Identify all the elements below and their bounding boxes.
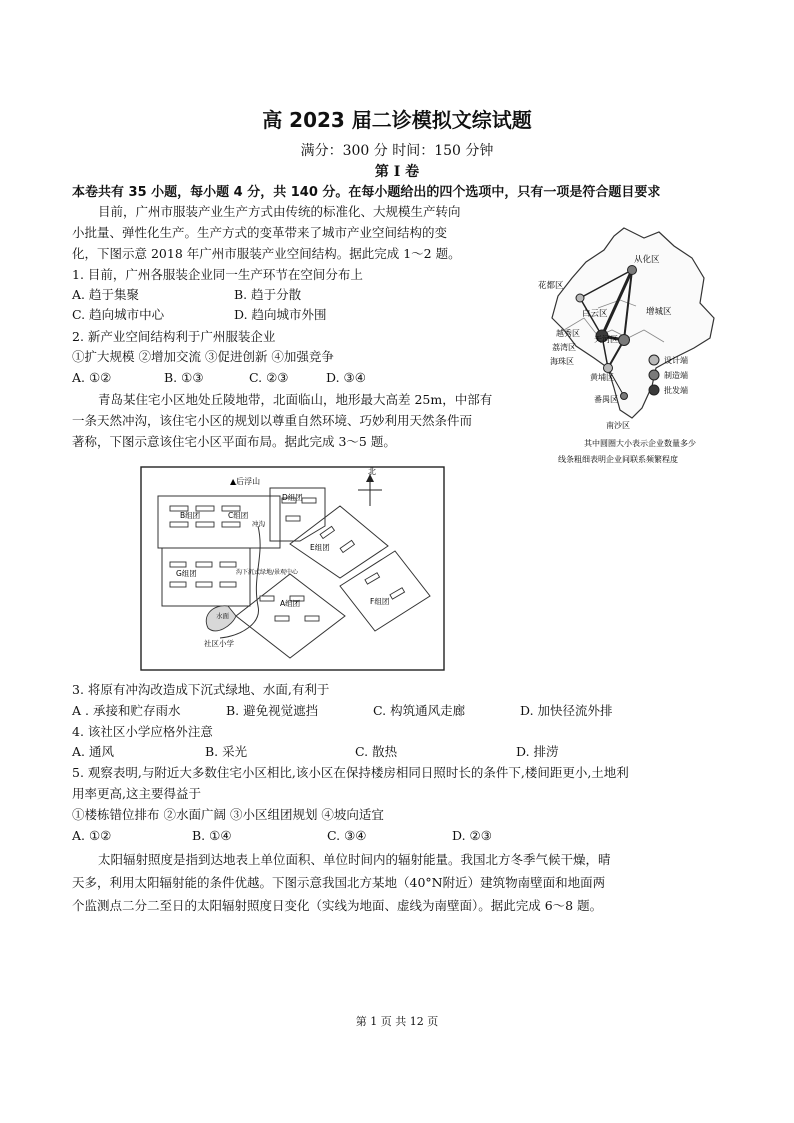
- q4-option-c: C. 散热: [355, 744, 398, 759]
- legend-manufacturing: 制造端: [664, 371, 688, 380]
- district-label: 白云区: [582, 309, 608, 319]
- passage-2-line: 一条天然冲沟，该住宅小区的规划以尊重自然环境、巧妙利用天然条件而: [72, 413, 473, 428]
- q5-option-b: B. ①④: [192, 828, 232, 843]
- question-5-stem-line2: 用率更高,这主要得益于: [72, 786, 201, 801]
- district-label: 南沙区: [606, 421, 630, 430]
- group-label: B组团: [180, 511, 201, 520]
- group-label: A组团: [280, 599, 301, 608]
- conghua-node: [628, 266, 637, 275]
- legend-wholesale: 批发端: [664, 386, 688, 395]
- haizhu-node: [604, 364, 613, 373]
- passage-3-line: 太阳辐射照度是指到达地表上单位面积、单位时间内的辐射能量。我国北方冬季气候干燥，晴: [98, 852, 611, 867]
- volume-label: 第 I 卷: [374, 164, 420, 180]
- north-label: 北: [368, 467, 376, 476]
- q1-option-d: D. 趋向城市外围: [234, 307, 327, 322]
- passage-1-line: 小批量、弹性化生产。生产方式的变革带来了城市产业空间结构的变: [72, 225, 448, 240]
- q2-option-d: D. ③④: [326, 370, 366, 385]
- q1-option-b: B. 趋于分散: [234, 287, 302, 302]
- school-label: 社区小学: [204, 639, 234, 648]
- q2-option-a: A. ①②: [72, 370, 112, 385]
- q5-option-c: C. ③④: [327, 828, 367, 843]
- passage-1-line: 化，下图示意 2018 年广州市服装产业空间结构。据此完成 1～2 题。: [72, 246, 461, 261]
- green-center-label: 沟下沉式绿地/景观中心: [236, 569, 299, 576]
- hill-label: ▲后浮山: [230, 477, 261, 486]
- section-instructions: 本卷共有 35 小题，每小题 4 分，共 140 分。在每小题给出的四个选项中，只有一项是符合题目要求: [72, 185, 661, 200]
- map-legend: [649, 355, 688, 395]
- q5-statements: ①楼栋错位排布 ②水面广阔 ③小区组团规划 ④坡向适宜: [72, 807, 384, 822]
- passage-1-line: 目前，广州市服装产业生产方式由传统的标准化、大规模生产转向: [98, 204, 461, 219]
- q1-option-a: A. 趋于集聚: [72, 287, 139, 302]
- q5-option-a: A. ①②: [72, 828, 112, 843]
- residential-plan-map: [140, 466, 446, 672]
- question-4-stem: 4. 该社区小学应格外注意: [72, 724, 213, 739]
- passage-1: [72, 201, 522, 264]
- map-caption-2: 线条粗细表明企业间联系频繁程度: [558, 455, 678, 464]
- group-label: C组团: [228, 511, 249, 520]
- gully-label: 冲沟: [252, 520, 265, 528]
- passage-3-line: 天多，利用太阳辐射能的条件优越。下图示意我国北方某地（40°N附近）建筑物南壁面和地面两: [72, 875, 606, 890]
- district-label: 黄埔区: [590, 373, 614, 382]
- group-label: F组团: [370, 597, 390, 606]
- district-label: 荔湾区: [552, 343, 576, 352]
- legend-design: 设计端: [664, 356, 688, 365]
- huadu-node: [576, 294, 584, 302]
- q1-option-c: C. 趋向城市中心: [72, 307, 165, 322]
- tianhe-node: [619, 335, 630, 346]
- group-label: E组团: [310, 543, 330, 552]
- q3-option-a: A . 承接和贮存雨水: [72, 703, 181, 718]
- q4-option-a: A. 通风: [72, 744, 114, 759]
- passage-2-line: 著称，下图示意该住宅小区平面布局。据此完成 3～5 题。: [72, 434, 396, 449]
- exam-title: 高 2023 届二诊模拟文综试题: [262, 108, 532, 132]
- q3-option-b: B. 避免视觉遮挡: [226, 703, 319, 718]
- q5-option-d: D. ②③: [452, 828, 492, 843]
- q2-option-b: B. ①③: [164, 370, 204, 385]
- passage-3-line: 个监测点二分二至日的太阳辐射照度日变化（实线为地面、虚线为南壁面）。据此完成 6～8 题。: [72, 898, 603, 913]
- district-label: 番禺区: [594, 395, 618, 404]
- district-label: 增城区: [646, 307, 672, 317]
- map-caption-1: 其中圆圈大小表示企业数量多少: [584, 439, 696, 448]
- question-5-stem-line1: 5. 观察表明,与附近大多数住宅小区相比,该小区在保持楼房相同日照时长的条件下,楼间距更小,土地利: [72, 765, 629, 780]
- district-label: 天河区: [594, 335, 618, 344]
- group-label: D组团: [282, 493, 303, 502]
- score-time-line: 满分：300 分 时间：150 分钟: [300, 143, 494, 159]
- q3-option-c: C. 构筑通风走廊: [373, 703, 466, 718]
- passage-2: [72, 389, 522, 452]
- district-label: 越秀区: [556, 329, 580, 338]
- question-3-stem: 3. 将原有冲沟改造成下沉式绿地、水面,有利于: [72, 682, 330, 697]
- q4-option-d: D. 排涝: [516, 744, 559, 759]
- question-2-stem: 2. 新产业空间结构利于广州服装企业: [72, 329, 276, 344]
- q2-option-c: C. ②③: [249, 370, 289, 385]
- question-1-stem: 1. 目前，广州各服装企业同一生产环节在空间分布上: [72, 267, 363, 282]
- q4-option-b: B. 采光: [205, 744, 248, 759]
- q2-statements: ①扩大规模 ②增加交流 ③促进创新 ④加强竞争: [72, 349, 334, 364]
- district-label: 从化区: [634, 255, 660, 265]
- page-footer: 第 1 页 共 12 页: [355, 1015, 439, 1028]
- group-label: G组团: [176, 569, 197, 578]
- district-label: 花都区: [538, 281, 564, 291]
- passage-2-line: 青岛某住宅小区地处丘陵地带，北面临山，地形最大高差 25m，中部有: [98, 392, 493, 407]
- passage-3: [72, 848, 722, 917]
- fanyu-node: [621, 393, 628, 400]
- water-label: 水面: [216, 612, 229, 620]
- guangzhou-industry-map: [524, 218, 736, 470]
- q3-option-d: D. 加快径流外排: [520, 703, 613, 718]
- district-label: 海珠区: [550, 357, 574, 366]
